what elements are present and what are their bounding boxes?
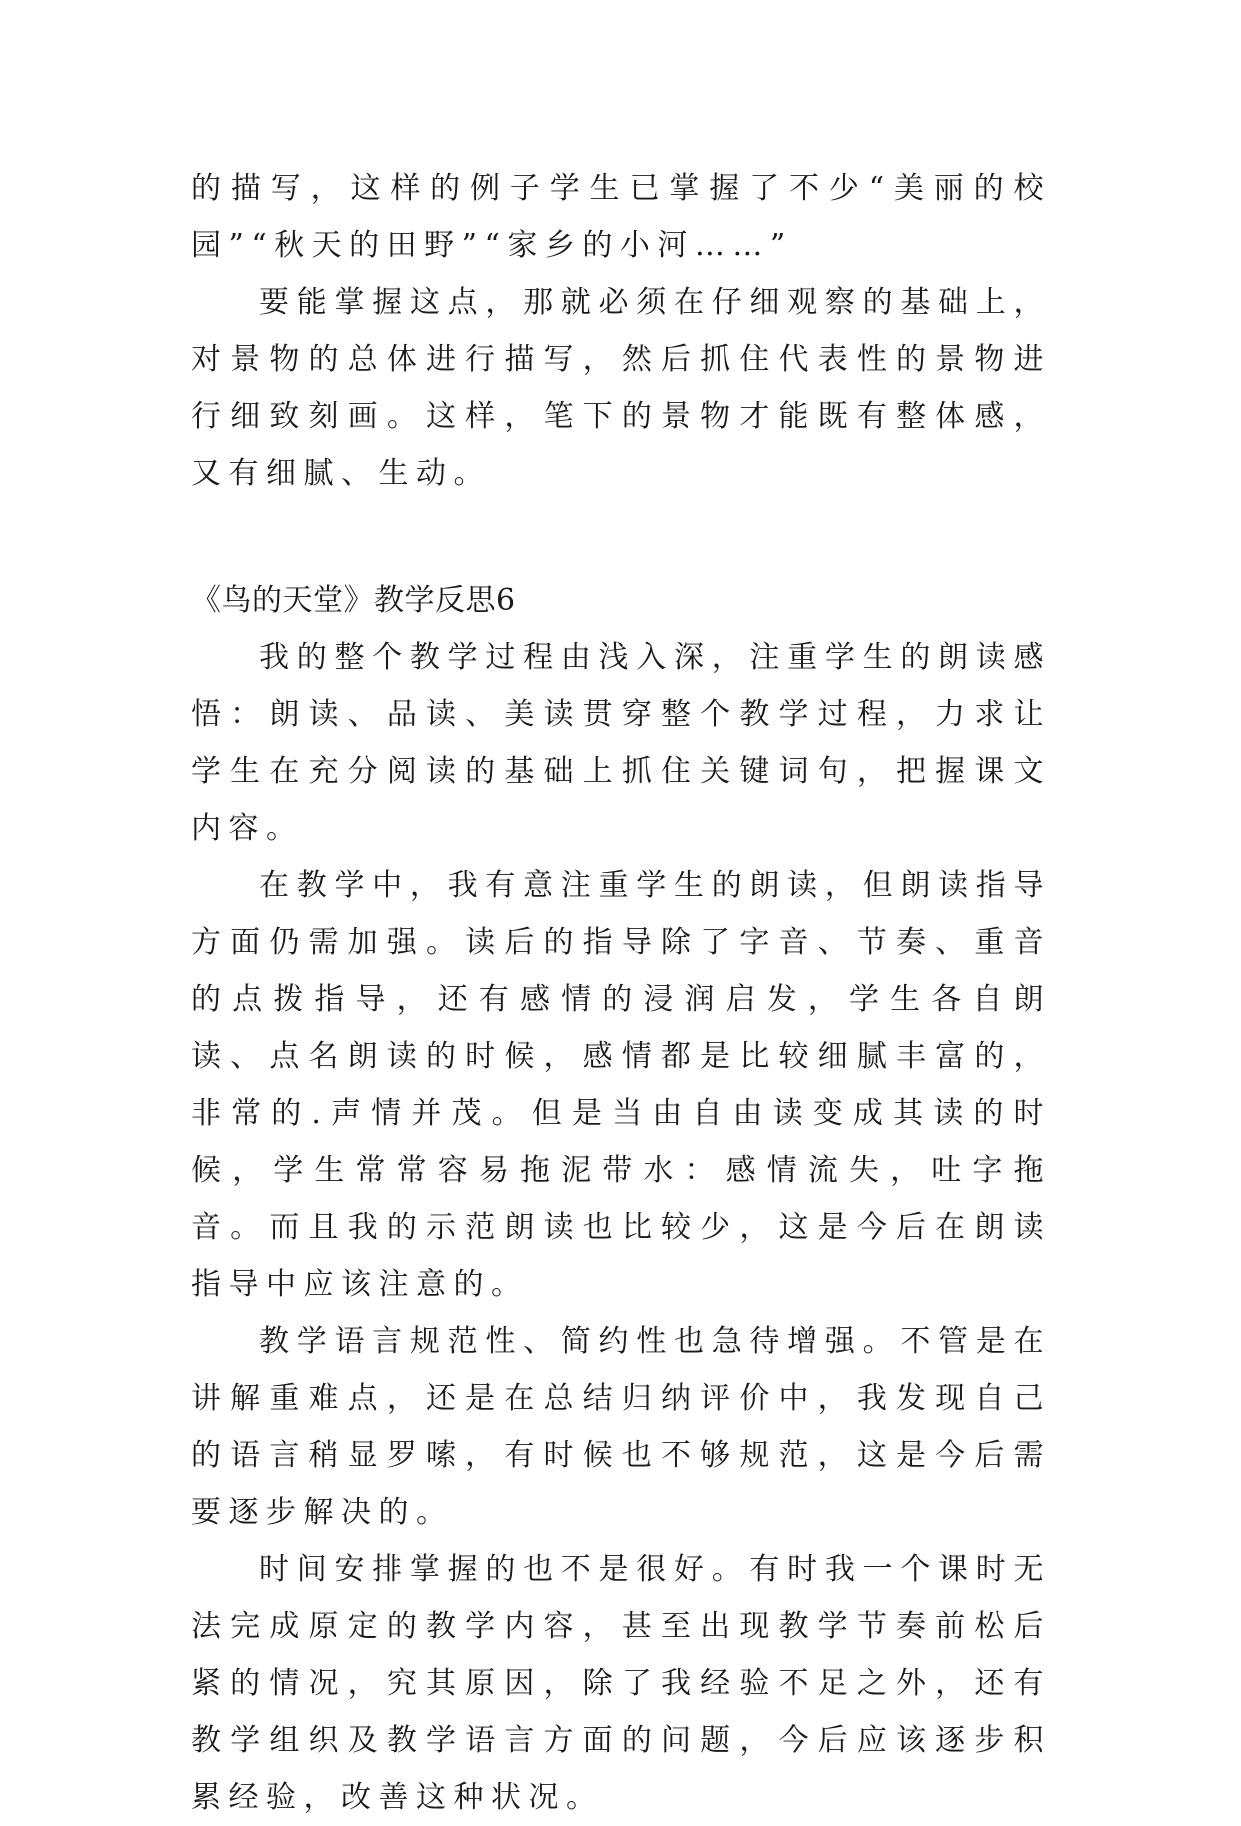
paragraph: 时间安排掌握的也不是很好。有时我一个课时无法完成原定的教学内容，甚至出现教学节奏前松后紧的情况，究其原因，除了我经验不足之外，还有教学组织及教学语言方面的问题，今后应该逐步积累经验，改善这种状况。 xyxy=(191,1552,1051,1815)
paragraph: 教学语言规范性、简约性也急待增强。不管是在讲解重难点，还是在总结归纳评价中，我发现自己的语言稍显罗嗦，有时候也不够规范，这是今后需要逐步解决的。 xyxy=(191,1324,1051,1530)
document-body xyxy=(191,160,1051,1826)
paragraph: 要能掌握这点，那就必须在仔细观察的基础上，对景物的总体进行描写，然后抓住代表性的景物进行细致刻画。这样，笔下的景物才能既有整体感，又有细腻、生动。 xyxy=(191,285,1051,491)
section-gap xyxy=(191,502,1051,572)
paragraph-continued: 的描写，这样的例子学生已掌握了不少“美丽的校园”“秋天的田野”“家乡的小河……” xyxy=(191,171,1051,263)
paragraph: 在教学中，我有意注重学生的朗读，但朗读指导方面仍需加强。读后的指导除了字音、节奏、重音的点拨指导，还有感情的浸润启发，学生各自朗读、点名朗读的时候，感情都是比较细腻丰富的，非常的.声情并茂。但是当由自由读变成其读的时候，学生常常容易拖泥带水：感情流失，吐字拖音。而且我的示范朗读也比较少，这是今后在朗读指导中应该注意的。 xyxy=(191,868,1051,1302)
section-heading: 《鸟的天堂》教学反思6 xyxy=(191,583,516,618)
paragraph: 我的整个教学过程由浅入深，注重学生的朗读感悟：朗读、品读、美读贯穿整个教学过程，力求让学生在充分阅读的基础上抓住关键词句，把握课文内容。 xyxy=(191,640,1051,846)
